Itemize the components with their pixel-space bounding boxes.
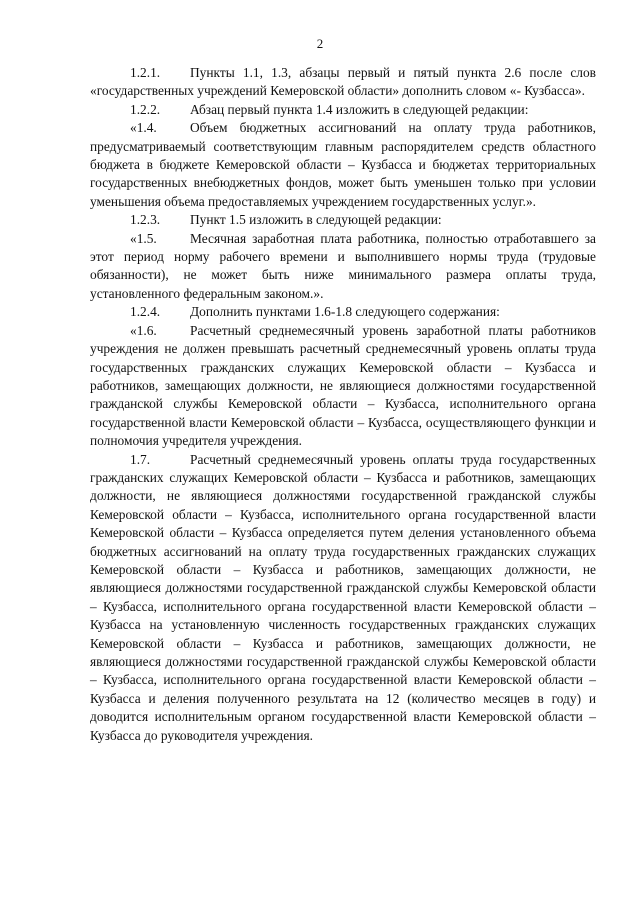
paragraph-number: 1.2.3.	[130, 212, 161, 228]
paragraph-number: 1.2.2.	[130, 101, 161, 117]
paragraph-1-7	[90, 451, 596, 746]
paragraph-1-2-2	[90, 101, 596, 119]
paragraph-number: 1.2.1.	[130, 65, 161, 80]
paragraph-text: Расчетный среднемесячный уровень оплаты труда государственных гражданских служащих Кемеровской области – Кузбасса и работников, замещающих должности, не являющиеся должностями государственной гражданской службы Кемеровской области – Кузбасса, исполнительного органа государственной власти Кемеровской области – Кузбасса определяется путем деления установленного объема бюджетных ассигнований на оплату труда государственных гражданских служащих Кемеровской области – Кузбасса и работников, замещающих должности, не являющиеся должностями государственной гражданской службы Кемеровской области – Кузбасса, исполнительного органа государственной власти Кемеровской области – Кузбасса на установленную численность государственных гражданских служащих Кемеровской области – Кузбасса и работников, замещающих должности, не являющиеся должностями государственной гражданской службы Кемеровской области – Кузбасса, исполнительного органа государственной власти Кемеровской области – Кузбасса и деления полученного результата на 12 (количество месяцев в году) и доводится исполнительным органом государственной власти Кемеровской области – Кузбасса до руководителя учреждения.	[90, 451, 596, 743]
paragraph-number: 1.7.	[130, 451, 151, 467]
paragraph-text: Дополнить пунктами 1.6-1.8 следующего содержания:	[190, 304, 500, 320]
paragraph-1-4	[90, 119, 596, 211]
paragraph-number: «1.6.	[130, 322, 157, 338]
paragraph-1-6	[90, 322, 596, 451]
paragraph-text: Абзац первый пункта 1.4 изложить в следующей редакции:	[190, 101, 529, 117]
paragraph-number: 1.2.4.	[130, 304, 161, 320]
paragraph-text: Пункт 1.5 изложить в следующей редакции:	[190, 212, 442, 228]
paragraph-number: «1.4.	[130, 120, 157, 136]
document-body	[90, 64, 596, 745]
paragraph-1-5	[90, 230, 596, 304]
paragraph-text: Пункты 1.1, 1.3, абзацы первый и пятый пункта 2.6 после слов «государственных учреждений Кемеровской области» дополнить словом «- Кузбасса».	[90, 65, 596, 99]
page-number: 2	[316, 36, 324, 51]
paragraph-number: «1.5.	[130, 230, 157, 246]
paragraph-text: Месячная заработная плата работника, полностью отработавшего за этот период норму рабочего времени и выполнившего нормы труда (трудовые обязанности), не может быть ниже минимального размера оплаты труда, установленного федеральным законом.».	[90, 230, 596, 301]
paragraph-1-2-3	[90, 211, 596, 229]
paragraph-1-2-1	[90, 64, 596, 101]
paragraph-text: Объем бюджетных ассигнований на оплату труда работников, предусматриваемый соответствующим главным распорядителем средств областного бюджета в бюджете Кемеровской области – Кузбасса и бюджетах территориальных государственных внебюджетных фондов, может быть уменьшен только при условии уменьшения объема предоставляемых учреждением государственных услуг.».	[90, 120, 596, 209]
paragraph-1-2-4	[90, 303, 596, 321]
paragraph-text: Расчетный среднемесячный уровень заработной платы работников учреждения не должен превышать расчетный среднемесячный уровень оплаты труда государственных гражданских служащих Кемеровской области – Кузбасса и работников, замещающих должности, не являющиеся должностями государственной гражданской службы Кемеровской области – Кузбасса, исполнительного органа государственной власти Кемеровской области – Кузбасса, осуществляющего функции и полномочия учредителя учреждения.	[90, 322, 596, 449]
